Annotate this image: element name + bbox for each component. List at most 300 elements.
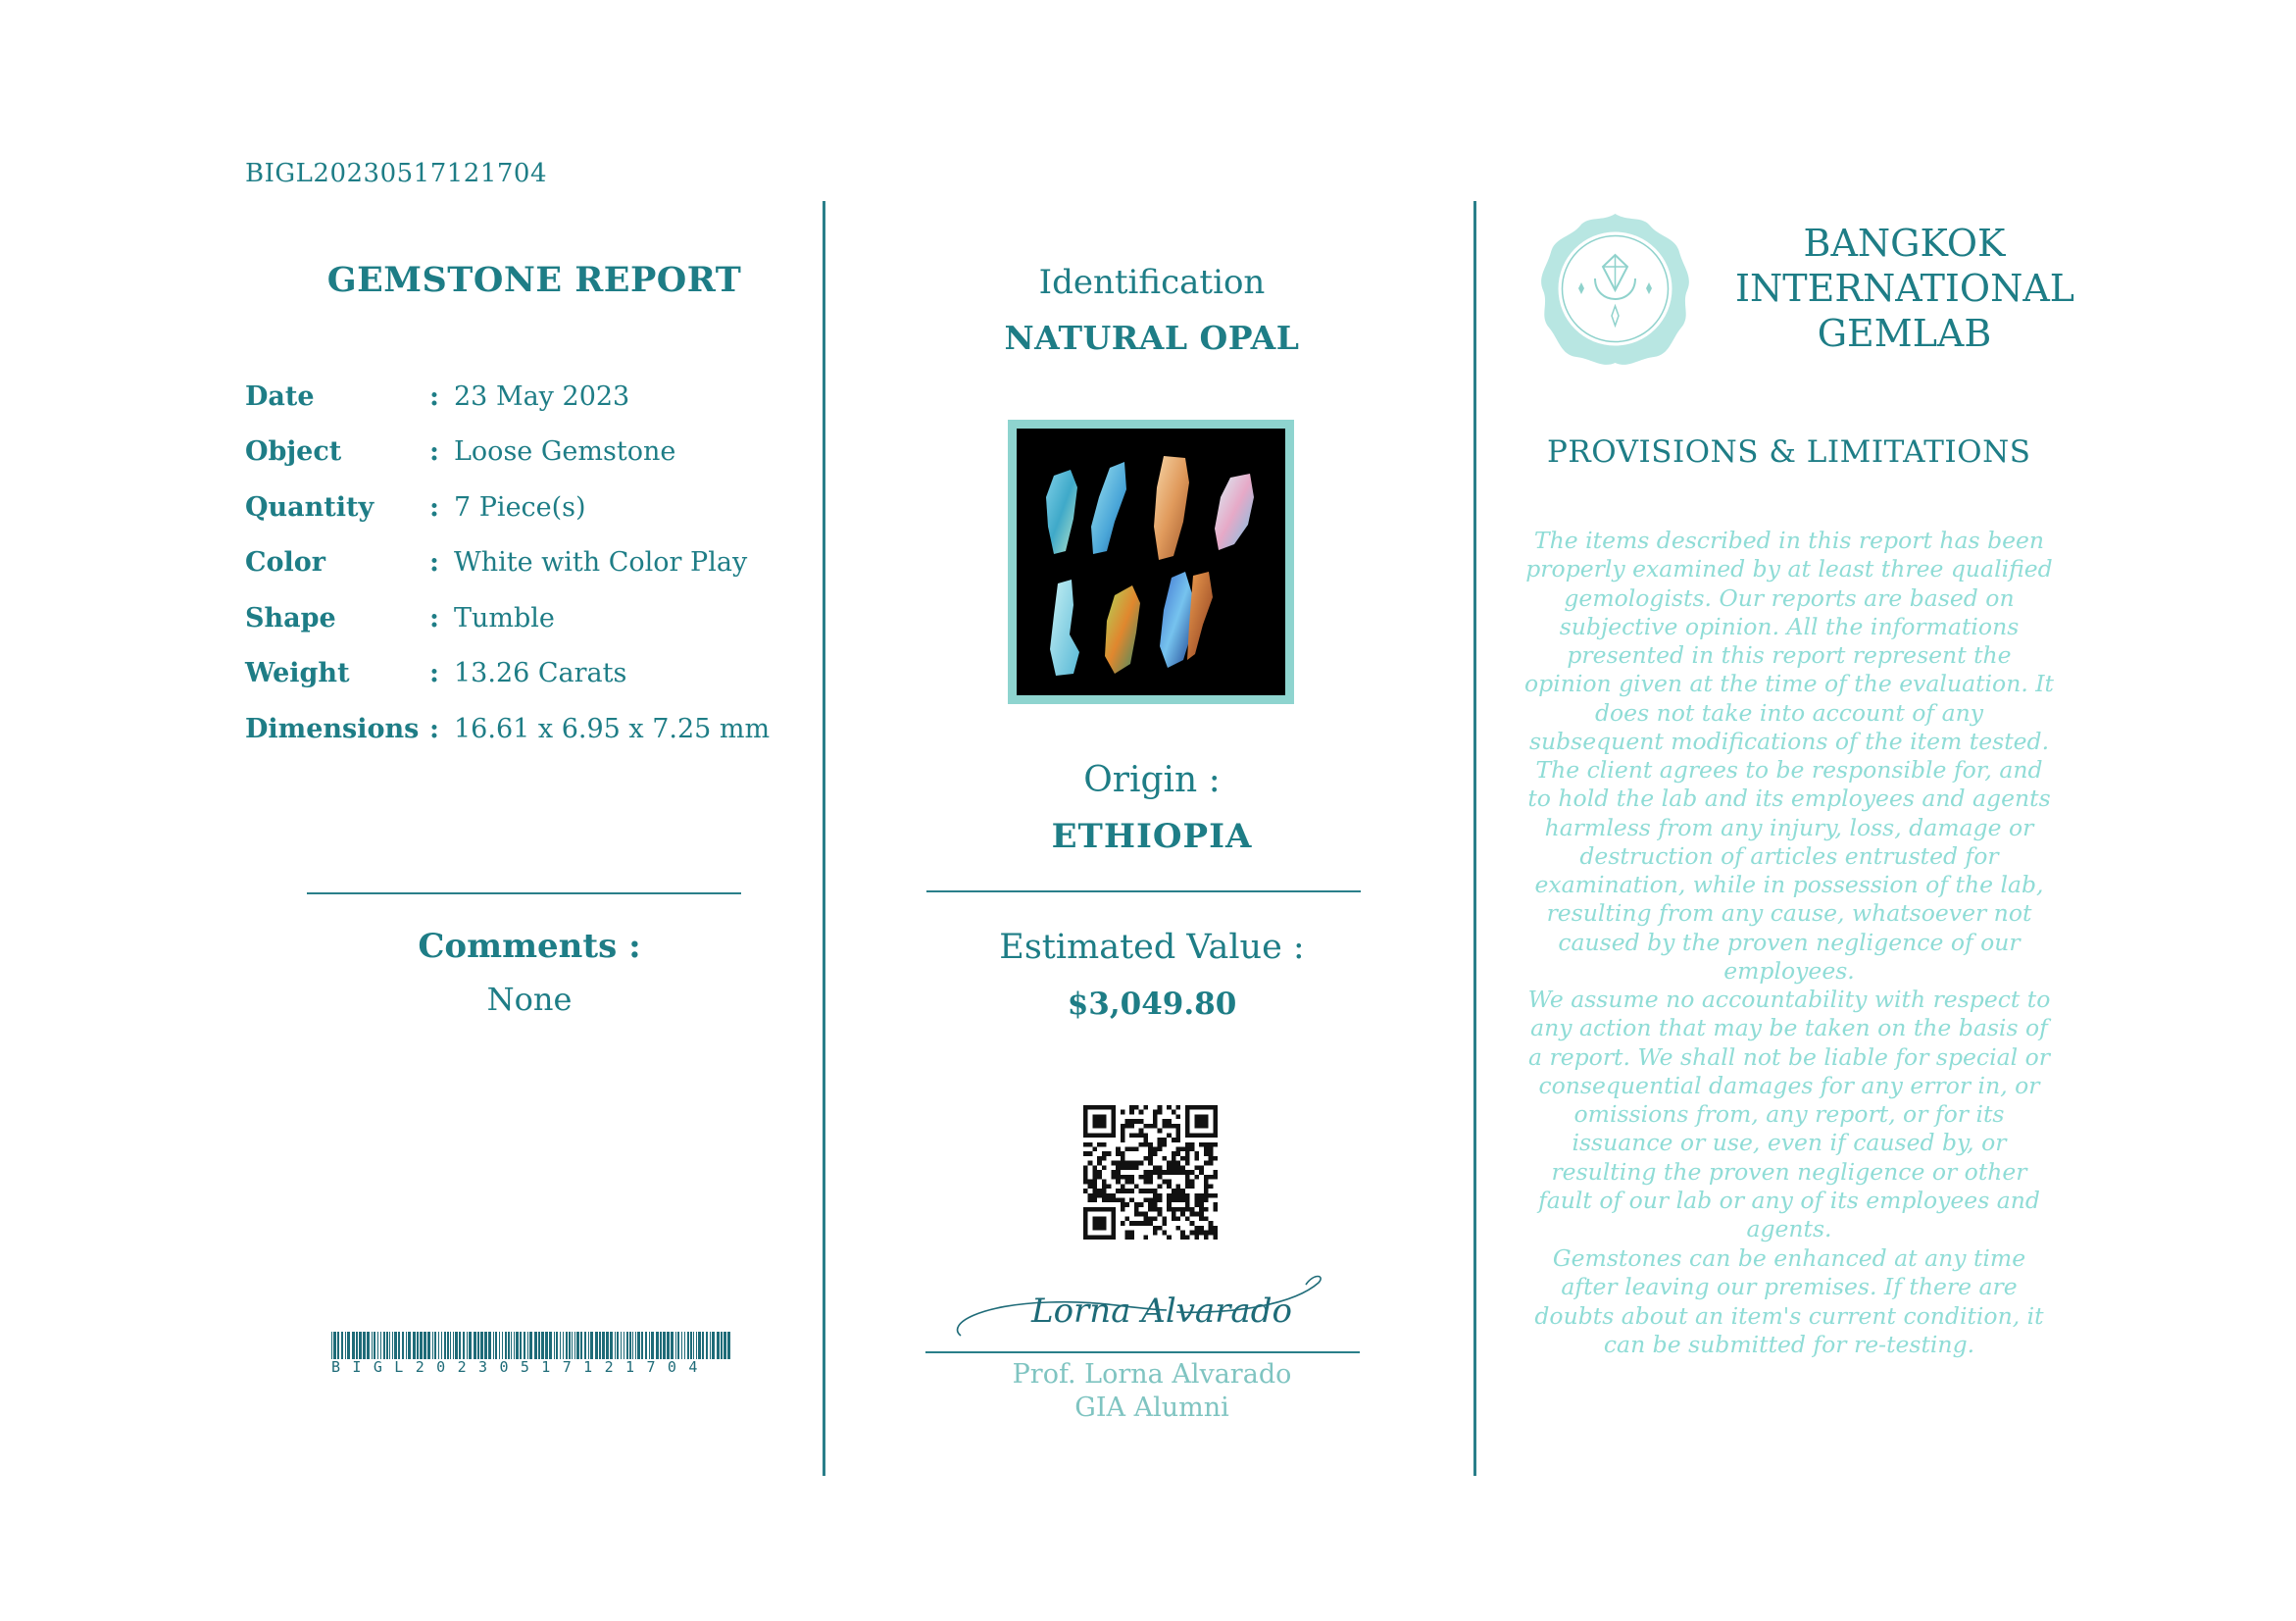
qr-module <box>1194 1197 1199 1202</box>
qr-module <box>1153 1193 1158 1198</box>
qr-module <box>1083 1151 1088 1156</box>
qr-module <box>1167 1235 1172 1240</box>
lab-name-line-2: INTERNATIONAL <box>1735 267 2075 310</box>
qr-module <box>1125 1235 1130 1240</box>
barcode-bar <box>505 1332 507 1359</box>
qr-module <box>1199 1119 1204 1124</box>
qr-module <box>1158 1175 1163 1180</box>
qr-module <box>1209 1231 1214 1236</box>
opal-piece <box>1091 462 1126 554</box>
qr-module <box>1204 1180 1209 1185</box>
detail-value: Loose Gemstone <box>454 435 676 467</box>
qr-module <box>1125 1165 1130 1170</box>
qr-module <box>1111 1231 1116 1236</box>
qr-module <box>1134 1184 1139 1189</box>
qr-module <box>1102 1105 1107 1110</box>
barcode-bar <box>516 1332 519 1359</box>
qr-module <box>1213 1114 1218 1119</box>
barcode-bar <box>377 1332 378 1359</box>
qr-module <box>1129 1221 1134 1226</box>
qr-module <box>1199 1197 1204 1202</box>
qr-module <box>1172 1165 1176 1170</box>
qr-module <box>1129 1180 1134 1185</box>
gemstone-photo-frame <box>1008 420 1294 704</box>
qr-module <box>1162 1142 1167 1147</box>
qr-module <box>1134 1133 1139 1138</box>
qr-module <box>1180 1235 1185 1240</box>
qr-module <box>1092 1207 1097 1212</box>
qr-module <box>1185 1180 1190 1185</box>
qr-module <box>1209 1161 1214 1166</box>
barcode-bar <box>667 1332 670 1359</box>
barcode-bar <box>574 1332 575 1359</box>
qr-module <box>1158 1193 1163 1198</box>
qr-module <box>1092 1119 1097 1124</box>
qr-module <box>1194 1105 1199 1110</box>
barcode-bar <box>469 1332 472 1359</box>
barcode-bar <box>511 1332 512 1359</box>
qr-module <box>1107 1193 1112 1198</box>
qr-module <box>1153 1207 1158 1212</box>
qr-module <box>1102 1235 1107 1240</box>
qr-module <box>1092 1147 1097 1152</box>
qr-module <box>1180 1193 1185 1198</box>
detail-label: Weight <box>245 657 350 688</box>
qr-module <box>1199 1124 1204 1129</box>
barcode-bar <box>356 1332 358 1359</box>
qr-module <box>1092 1180 1097 1185</box>
qr-module <box>1185 1156 1190 1161</box>
qr-module <box>1194 1235 1199 1240</box>
qr-module <box>1209 1151 1214 1156</box>
qr-module <box>1111 1221 1116 1226</box>
qr-module <box>1111 1197 1116 1202</box>
barcode-bar <box>420 1332 423 1359</box>
qr-module <box>1097 1114 1102 1119</box>
qr-module <box>1185 1105 1190 1110</box>
qr-module <box>1102 1133 1107 1138</box>
barcode-bar <box>534 1332 537 1359</box>
barcode-bar <box>367 1332 370 1359</box>
qr-module <box>1107 1151 1112 1156</box>
qr-module <box>1158 1207 1163 1212</box>
qr-module <box>1143 1138 1148 1142</box>
qr-module <box>1194 1175 1199 1180</box>
qr-module <box>1102 1124 1107 1129</box>
barcode-bar <box>417 1332 419 1359</box>
qr-module <box>1083 1235 1088 1240</box>
qr-module <box>1139 1189 1144 1193</box>
qr-module <box>1129 1147 1134 1152</box>
barcode-bar <box>556 1332 558 1359</box>
qr-module <box>1175 1161 1180 1166</box>
qr-module <box>1143 1189 1148 1193</box>
signature-line <box>925 1351 1360 1353</box>
barcode-bar <box>606 1332 609 1359</box>
qr-module <box>1185 1161 1190 1166</box>
qr-module <box>1134 1207 1139 1212</box>
qr-module <box>1162 1221 1167 1226</box>
qr-module <box>1111 1119 1116 1124</box>
qr-module <box>1167 1197 1172 1202</box>
qr-module <box>1158 1197 1163 1202</box>
barcode-bar <box>651 1332 654 1359</box>
lab-name-line-1: BANGKOK <box>1803 222 2006 265</box>
qr-module <box>1175 1147 1180 1152</box>
qr-module <box>1185 1129 1190 1134</box>
qr-module <box>1153 1197 1158 1202</box>
qr-module <box>1102 1180 1107 1185</box>
qr-module <box>1121 1156 1125 1161</box>
provisions-paragraph: We assume no accountability with respect to any action that may be taken on the basis of a report. We shall not be liable for special or consequential damages for any error in, or omissions from, any report, or for its issuance or use, even if caused by, or resulting the proven negligence or other fault of our lab or any of its employees and agents. <box>1527 986 2051 1243</box>
qr-module <box>1083 1133 1088 1138</box>
qr-module <box>1175 1226 1180 1231</box>
qr-module <box>1121 1129 1125 1134</box>
qr-module <box>1143 1216 1148 1221</box>
barcode-bar <box>406 1332 407 1359</box>
qr-module <box>1175 1207 1180 1212</box>
qr-module <box>1172 1193 1176 1198</box>
qr-module <box>1092 1193 1097 1198</box>
qr-module <box>1185 1184 1190 1189</box>
qr-module <box>1204 1147 1209 1152</box>
barcode-bar <box>710 1332 711 1359</box>
qr-module <box>1097 1105 1102 1110</box>
qr-module <box>1143 1133 1148 1138</box>
qr-module <box>1213 1105 1218 1110</box>
barcode-bar <box>656 1332 659 1359</box>
qr-module <box>1088 1105 1093 1110</box>
qr-module <box>1209 1226 1214 1231</box>
column-divider-right <box>1473 201 1476 1476</box>
qr-module <box>1129 1197 1134 1202</box>
comments-title: Comments : <box>418 927 641 966</box>
barcode-bar <box>389 1332 390 1359</box>
identification-label: Identification <box>1038 263 1266 302</box>
qr-module <box>1102 1189 1107 1193</box>
qr-module <box>1185 1175 1190 1180</box>
barcode-bar <box>698 1332 701 1359</box>
barcode-bar <box>345 1332 346 1359</box>
qr-module <box>1158 1105 1163 1110</box>
qr-module <box>1175 1184 1180 1189</box>
qr-module <box>1097 1119 1102 1124</box>
opal-piece <box>1105 585 1140 674</box>
qr-module <box>1175 1216 1180 1221</box>
qr-module <box>1102 1221 1107 1226</box>
qr-module <box>1097 1124 1102 1129</box>
qr-module <box>1125 1175 1130 1180</box>
qr-module <box>1190 1133 1195 1138</box>
qr-module <box>1209 1184 1214 1189</box>
barcode-bar <box>495 1332 497 1359</box>
barcode-bar <box>724 1332 726 1359</box>
barcode-bar <box>572 1332 573 1359</box>
qr-module <box>1167 1124 1172 1129</box>
barcode-bar <box>520 1332 522 1359</box>
detail-row-color <box>245 542 747 582</box>
qr-module <box>1097 1189 1102 1193</box>
qr-module <box>1102 1216 1107 1221</box>
qr-module <box>1116 1180 1121 1185</box>
barcode-bar <box>347 1332 350 1359</box>
qr-module <box>1107 1105 1112 1110</box>
barcode-bar <box>706 1332 708 1359</box>
qr-module <box>1092 1114 1097 1119</box>
qr-module <box>1204 1161 1209 1166</box>
qr-module <box>1167 1180 1172 1185</box>
qr-module <box>1185 1202 1190 1207</box>
qr-module <box>1213 1156 1218 1161</box>
qr-module <box>1125 1202 1130 1207</box>
qr-module <box>1175 1105 1180 1110</box>
barcode-bar <box>529 1332 532 1359</box>
opal-piece <box>1050 580 1079 676</box>
qr-module <box>1139 1212 1144 1217</box>
qr-module <box>1180 1197 1185 1202</box>
detail-row-quantity <box>245 487 586 527</box>
qr-module <box>1116 1189 1121 1193</box>
qr-module <box>1092 1216 1097 1221</box>
qr-module <box>1111 1114 1116 1119</box>
qr-module <box>1175 1114 1180 1119</box>
provisions-paragraph: The client agrees to be responsible for, and to hold the lab and its employees and agents harmless from any injury, loss, damage or destruction of articles entrusted for examination, while in possession of the lab, resulting from any cause, whatsoever not caused by the proven negligence of our employees. <box>1527 756 2051 986</box>
barcode-bar <box>432 1332 433 1359</box>
qr-module <box>1092 1165 1097 1170</box>
qr-module <box>1102 1119 1107 1124</box>
qr-module <box>1143 1235 1148 1240</box>
qr-module <box>1111 1207 1116 1212</box>
signatory-title: GIA Alumni <box>1074 1393 1229 1423</box>
qr-module <box>1153 1151 1158 1156</box>
qr-module <box>1185 1147 1190 1152</box>
qr-module <box>1209 1142 1214 1147</box>
detail-separator: : <box>429 491 439 523</box>
barcode-bar <box>635 1332 636 1359</box>
qr-module <box>1172 1151 1176 1156</box>
qr-module <box>1148 1180 1153 1185</box>
qr-module <box>1083 1175 1088 1180</box>
qr-module <box>1199 1133 1204 1138</box>
qr-module <box>1190 1231 1195 1236</box>
qr-module <box>1185 1197 1190 1202</box>
barcode-bar <box>413 1332 416 1359</box>
qr-module <box>1148 1175 1153 1180</box>
qr-module <box>1175 1197 1180 1202</box>
qr-module <box>1148 1147 1153 1152</box>
barcode-bar <box>541 1332 544 1359</box>
qr-module <box>1213 1119 1218 1124</box>
qr-module <box>1134 1105 1139 1110</box>
qr-module <box>1139 1129 1144 1134</box>
barcode-bar <box>383 1332 385 1359</box>
qr-module <box>1088 1142 1093 1147</box>
barcode-bar <box>588 1332 589 1359</box>
barcode-bar <box>545 1332 548 1359</box>
qr-module <box>1111 1170 1116 1175</box>
provisions-paragraph: Gemstones can be enhanced at any time after leaving our premises. If there are doubts about an item's current condition, it can be submitted for re-testing. <box>1534 1244 2044 1358</box>
qr-module <box>1167 1184 1172 1189</box>
barcode-bar <box>712 1332 715 1359</box>
qr-module <box>1190 1221 1195 1226</box>
provisions-paragraph: The items described in this report has been properly examined by at least three qualified gemologists. Our reports are based on subjective opinion. All the informations presented in this report represent the opinion given at the time of the evaluation. It does not take into account of any subsequent modifications of the item tested. <box>1524 527 2054 756</box>
qr-module <box>1121 1189 1125 1193</box>
qr-module <box>1199 1105 1204 1110</box>
qr-module <box>1083 1114 1088 1119</box>
qr-module <box>1111 1124 1116 1129</box>
qr-module <box>1148 1151 1153 1156</box>
qr-module <box>1139 1221 1144 1226</box>
qr-module <box>1185 1110 1190 1115</box>
qr-module <box>1148 1207 1153 1212</box>
barcode-bar <box>502 1332 503 1359</box>
qr-module <box>1180 1189 1185 1193</box>
barcode-bar <box>514 1332 515 1359</box>
detail-row-shape <box>245 598 555 637</box>
barcode-bar <box>363 1332 366 1359</box>
qr-module <box>1185 1133 1190 1138</box>
qr-module <box>1134 1221 1139 1226</box>
qr-module <box>1148 1170 1153 1175</box>
qr-module <box>1129 1110 1134 1115</box>
qr-module <box>1102 1142 1107 1147</box>
qr-module <box>1121 1202 1125 1207</box>
detail-label: Object <box>245 435 342 467</box>
qr-module <box>1116 1161 1121 1166</box>
barcode-bar <box>386 1332 388 1359</box>
qr-module <box>1111 1105 1116 1110</box>
qr-module <box>1172 1216 1176 1221</box>
barcode-bar <box>687 1332 689 1359</box>
qr-module <box>1121 1124 1125 1129</box>
detail-row-object <box>245 431 675 471</box>
qr-module <box>1083 1226 1088 1231</box>
qr-module <box>1204 1231 1209 1236</box>
barcode-bar <box>632 1332 633 1359</box>
qr-module <box>1097 1161 1102 1166</box>
qr-module <box>1116 1147 1121 1152</box>
barcode-bar <box>677 1332 679 1359</box>
qr-module <box>1092 1124 1097 1129</box>
qr-module <box>1213 1133 1218 1138</box>
lab-name-line-3: GEMLAB <box>1817 312 1992 355</box>
qr-module <box>1213 1202 1218 1207</box>
qr-module <box>1083 1170 1088 1175</box>
qr-module <box>1213 1129 1218 1134</box>
barcode-bar <box>341 1332 343 1359</box>
qr-module <box>1204 1151 1209 1156</box>
qr-module <box>1092 1133 1097 1138</box>
qr-module <box>1088 1184 1093 1189</box>
barcode-bar <box>617 1332 619 1359</box>
qr-module <box>1185 1114 1190 1119</box>
barcode-bar <box>566 1332 568 1359</box>
barcode-bar <box>584 1332 586 1359</box>
qr-module <box>1111 1161 1116 1166</box>
qr-module <box>1153 1124 1158 1129</box>
qr-module <box>1092 1184 1097 1189</box>
barcode-bar <box>438 1332 439 1359</box>
qr-module <box>1185 1207 1190 1212</box>
qr-module <box>1097 1133 1102 1138</box>
qr-module <box>1083 1207 1088 1212</box>
barcode-bar <box>569 1332 571 1359</box>
qr-module <box>1121 1133 1125 1138</box>
qr-module <box>1083 1231 1088 1236</box>
lab-name <box>1735 221 2073 356</box>
qr-module <box>1172 1207 1176 1212</box>
barcode-bar <box>629 1332 631 1359</box>
qr-module <box>1088 1197 1093 1202</box>
qr-module <box>1185 1170 1190 1175</box>
qr-module <box>1107 1207 1112 1212</box>
qr-module <box>1134 1119 1139 1124</box>
barcode-bar <box>663 1332 666 1359</box>
qr-module <box>1097 1175 1102 1180</box>
qr-module <box>1190 1147 1195 1152</box>
barcode-bar <box>424 1332 426 1359</box>
qr-module <box>1213 1142 1218 1147</box>
qr-module <box>1213 1110 1218 1115</box>
qr-module <box>1180 1231 1185 1236</box>
qr-module <box>1083 1216 1088 1221</box>
qr-module <box>1129 1133 1134 1138</box>
qr-module <box>1162 1119 1167 1124</box>
qr-module <box>1158 1142 1163 1147</box>
lab-seal-logo <box>1534 208 1696 370</box>
qr-module <box>1088 1151 1093 1156</box>
barcode-bar <box>702 1332 704 1359</box>
qr-module <box>1209 1221 1214 1226</box>
qr-module <box>1167 1105 1172 1110</box>
qr-module <box>1158 1138 1163 1142</box>
qr-module <box>1083 1129 1088 1134</box>
barcode-bar <box>408 1332 411 1359</box>
qr-module <box>1158 1226 1163 1231</box>
detail-label: Date <box>245 380 315 412</box>
detail-value: White with Color Play <box>454 546 748 578</box>
qr-module <box>1190 1184 1195 1189</box>
barcode-bar <box>693 1332 694 1359</box>
qr-module <box>1190 1207 1195 1212</box>
qr-module <box>1092 1170 1097 1175</box>
barcode-bar <box>450 1332 451 1359</box>
qr-module <box>1185 1119 1190 1124</box>
qr-module <box>1153 1170 1158 1175</box>
qr-module <box>1153 1165 1158 1170</box>
qr-module <box>1172 1170 1176 1175</box>
barcode-bar <box>576 1332 579 1359</box>
qr-module <box>1097 1221 1102 1226</box>
qr-module <box>1102 1197 1107 1202</box>
detail-separator: : <box>429 657 439 688</box>
barcode-bar <box>554 1332 555 1359</box>
qr-module <box>1167 1170 1172 1175</box>
barcode-bar <box>453 1332 454 1359</box>
barcode-bar <box>493 1332 494 1359</box>
qr-module <box>1125 1189 1130 1193</box>
qr-module <box>1199 1165 1204 1170</box>
qr-module <box>1092 1197 1097 1202</box>
qr-module <box>1088 1193 1093 1198</box>
qr-module <box>1088 1235 1093 1240</box>
qr-module <box>1148 1161 1153 1166</box>
qr-module <box>1083 1212 1088 1217</box>
qr-module <box>1143 1197 1148 1202</box>
qr-module <box>1180 1147 1185 1152</box>
barcode-bar <box>463 1332 465 1359</box>
barcode-bar <box>477 1332 479 1359</box>
